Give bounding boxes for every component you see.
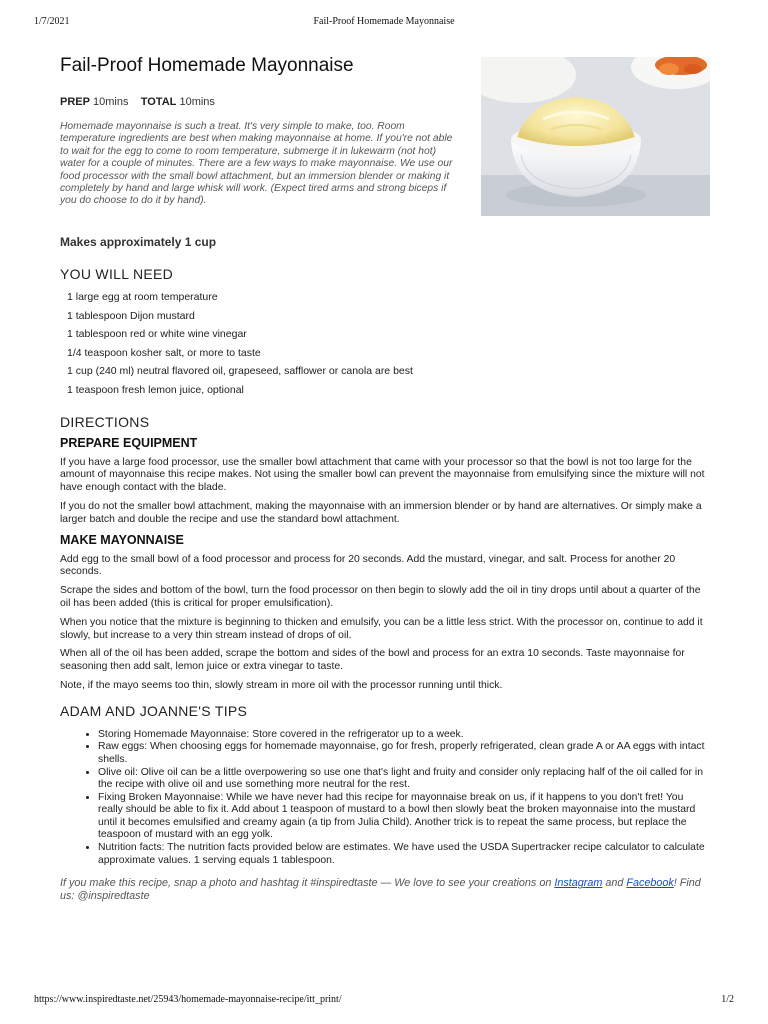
ingredients-heading: YOU WILL NEED — [60, 266, 174, 282]
share-and: and — [602, 877, 627, 890]
facebook-link[interactable]: Facebook — [626, 877, 674, 890]
tip-item: • Nutrition facts: The nutrition facts provided below are estimates. We have used the USDA Supertracker recipe calculator to calculate approximate values. 1 serving equals 1 tablespoon. — [98, 842, 710, 867]
tip-item: • Raw eggs: When choosing eggs for homemade mayonnaise, go for fresh, properly refrigerated, clean grade A or AA eggs with intact shells. — [98, 741, 710, 766]
ingredient-item: 1 large egg at room temperature — [67, 291, 218, 303]
directions-section — [60, 414, 710, 693]
direction-paragraph: Add egg to the small bowl of a food processor and process for 20 seconds. Add the mustard, vinegar, and salt. Process for another 20 seconds. — [60, 553, 676, 578]
prep-label: PREP — [60, 96, 90, 108]
print-footer — [34, 994, 734, 1005]
make-mayonnaise-heading: MAKE MAYONNAISE — [60, 532, 184, 547]
prep-value: 10mins — [93, 96, 129, 108]
ingredients-section — [60, 266, 710, 400]
share-find-us: ! Find us: @inspiredtaste — [60, 877, 701, 903]
recipe-page — [60, 52, 710, 903]
page-number: 1/2 — [721, 994, 734, 1005]
ingredient-item: 1 teaspoon fresh lemon juice, optional — [67, 383, 244, 396]
ingredient-item: 1 cup (240 ml) neutral flavored oil, grapeseed, safflower or canola are best — [67, 365, 413, 378]
ingredient-item: 1 tablespoon Dijon mustard — [67, 309, 195, 322]
tips-section — [60, 703, 710, 868]
instagram-link[interactable]: Instagram — [554, 877, 603, 890]
share-note — [60, 877, 710, 903]
recipe-title: Fail-Proof Homemade Mayonnaise — [60, 55, 354, 76]
tips-heading: ADAM AND JOANNE'S TIPS — [60, 702, 248, 719]
tip-item: • Olive oil: Olive oil can be a little overpowering so use one that's light and fruity and consider only replacing half of the oil called for in the recipe with olive oil and use something more neutral for the rest. — [98, 767, 710, 792]
directions-heading: DIRECTIONS — [60, 413, 150, 430]
tips-list — [60, 729, 710, 868]
share-text: If you make this recipe, snap a photo and hashtag it #inspiredtaste — We love to see your creations on — [60, 877, 555, 890]
direction-paragraph: If you do not the smaller bowl attachment, making the mayonnaise with an immersion blender or by hand are alternatives. Or simply make a larger batch and double the recipe and use the standard bowl attachment. — [60, 500, 702, 525]
print-title: Fail-Proof Homemade Mayonnaise — [313, 16, 455, 27]
tip-item: • Fixing Broken Mayonnaise: While we have never had this recipe for mayonnaise break on us, if it happens to you don't fret! You really should be able to fix it. Add about 1 teaspoon of mustard to a bowl then slowly beat the broken mayonnaise into the mustard until it becomes emulsified and creamy again (a tip from Julia Child). Another trick is to repeat the same process, but replace the teaspoon of mustard with an egg yolk. — [98, 792, 710, 842]
prepare-equipment-heading: PREPARE EQUIPMENT — [60, 435, 198, 450]
direction-paragraph: When you notice that the mixture is beginning to thicken and emulsify, you can be a little less strict. With the processor on, continue to add it slowly, but increase to a very thin stream instead of drops of oil. — [60, 616, 703, 641]
ingredients-list — [67, 288, 710, 400]
mayonnaise-photo — [481, 57, 710, 216]
tip-item: • Storing Homemade Mayonnaise: Store covered in the refrigerator up to a week. — [98, 729, 710, 742]
direction-paragraph: Note, if the mayo seems too thin, slowly stream in more oil with the processor running until thick. — [60, 679, 503, 691]
total-label: TOTAL — [140, 96, 177, 108]
ingredient-item: 1 tablespoon red or white wine vinegar — [67, 328, 247, 341]
recipe-intro: Homemade mayonnaise is such a treat. It's very simple to make, too. Room temperature ingredients are best when making mayonnaise at home. If you're not able to wait for the egg to come to room temperature, submerge it in lukewarm (not hot) water for a couple of minutes. There are a few ways to make mayonnaise. We use our food processor with the small bowl attachment, but an immersion blender or making it completely by hand and large whisk will work. (Expect tired arms and strong biceps if you do choose to do it by hand). — [60, 121, 453, 207]
recipe-header — [60, 55, 710, 235]
direction-paragraph: Scrape the sides and bottom of the bowl, turn the food processor on then begin to slowly add the oil in tiny drops until about a quarter of the oil has been added (this is critical for proper emulsification). — [60, 585, 701, 609]
print-date: 1/7/2021 — [34, 16, 70, 27]
direction-paragraph: If you have a large food processor, use the smaller bowl attachment that came with your processor so that the bowl is not too large for the amount of mayonnaise this recipe makes. Not using the smaller bowl can prevent the mayonnaise from emulsifying since the mixture will not have enough contact with the blade. — [60, 456, 705, 494]
print-header — [34, 16, 734, 27]
recipe-yield: Makes approximately 1 cup — [60, 235, 217, 249]
print-url: https://www.inspiredtaste.net/25943/homemade-mayonnaise-recipe/itt_print/ — [34, 994, 342, 1005]
direction-paragraph: When all of the oil has been added, scrape the bottom and sides of the bowl and process for an extra 10 seconds. Taste mayonnaise for seasoning then add salt, lemon juice or extra vinegar to taste. — [60, 648, 685, 673]
ingredient-item: 1/4 teaspoon kosher salt, or more to taste — [67, 346, 261, 359]
total-value: 10mins — [179, 96, 215, 108]
